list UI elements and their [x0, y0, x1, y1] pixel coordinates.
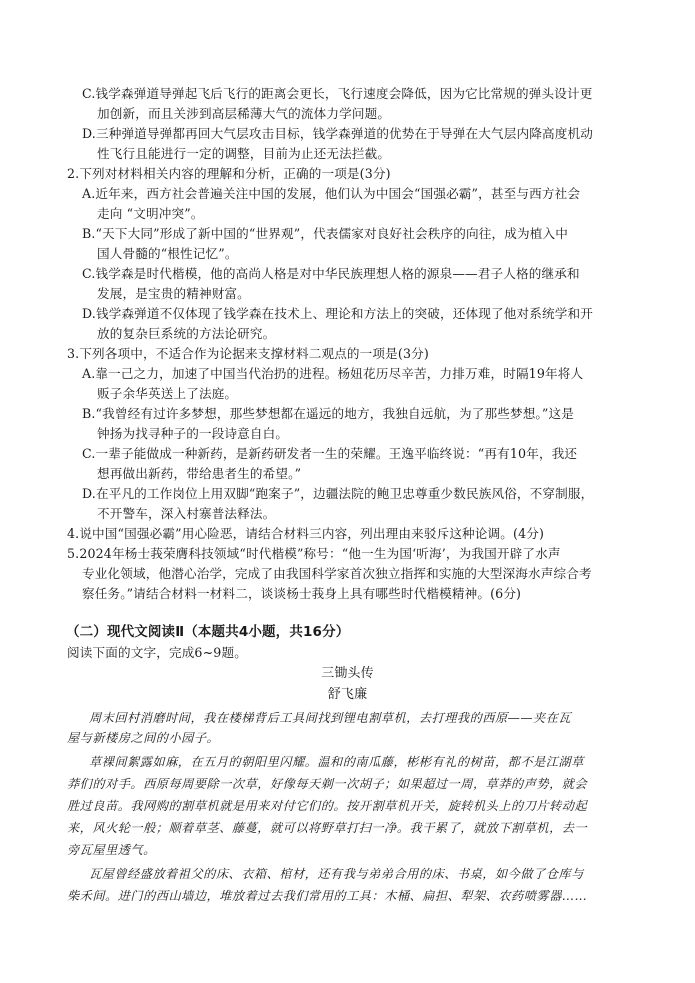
question-2: 2.下列对材料相关内容的理解和分析，正确的一项是(3分): [67, 166, 391, 181]
section-instruction: 阅读下面的文字，完成6~9题。: [67, 645, 247, 660]
option-1c-line1: C.钱学森弹道导弹起飞后飞行的距离会更长，飞行速度会降低，因为它比常规的弹头设计更: [82, 86, 593, 101]
option-1d-line1: D.三种弹道导弹都再回大气层攻击目标，钱学森弹道的优势在于导弹在大气层内降高度机动: [82, 126, 593, 141]
section-title: （二）现代文阅读Ⅱ（本题共4小题，共16分）: [66, 624, 350, 640]
question-3: 3.下列各项中，不适合作为论据来支撑材料二观点的一项是(3分): [67, 346, 429, 361]
article-line: 瓦屋曾经盛放着祖父的床、衣箱、棺材，还有我与弟弟合用的床、书桌，如今做了仓库与: [89, 867, 584, 881]
option-3a-line2: 贩子余华英送上了法庭。: [97, 386, 238, 401]
article-line: 莽们的对手。西原每周要除一次草，好像每天剃一次胡子；如果超过一周，草莽的声势，就会: [67, 777, 588, 791]
option-3d-line2: 不开警车，深入村寨普法释法。: [97, 506, 276, 521]
option-3b-line2: 钟扬为找寻种子的一段诗意自白。: [97, 426, 289, 441]
article-line: 胜过良苗。我网购的割草机就是用来对付它们的。按开割草机开关，旋转机头上的刀片转动起: [67, 799, 588, 813]
option-2d-line1: D.钱学森弹道不仅体现了钱学森在技术上、理论和方法上的突破，还体现了他对系统学和开: [82, 306, 593, 321]
option-1c-line2: 加创新，而且关涉到高层稀薄大气的流体力学问题。: [97, 106, 391, 121]
article-line: 屋与新楼房之间的小园子。: [67, 731, 220, 745]
article-line: 周末回村消磨时间，我在楼梯背后工具间找到锂电割草机，去打理我的西原——夹在瓦: [89, 711, 572, 725]
option-2a-line2: 走向 “文明冲突”。: [97, 206, 204, 221]
option-1d-line2: 性飞行且能进行一定的调整，目前为止还无法拦截。: [97, 146, 391, 161]
question-5-line1: 5.2024年杨士莪荣膺科技领域“时代楷模”称号：“他一生为国‘听海’，为我国开辟了水声: [67, 546, 561, 561]
question-4: 4.说中国“国强必霸”用心险恶，请结合材料三内容，列出理由来驳斥这种论调。(4分): [67, 526, 545, 541]
option-2b-line2: 国人骨髓的“根性记忆”。: [97, 246, 238, 261]
option-2d-line2: 放的复杂巨系统的方法论研究。: [97, 326, 276, 341]
option-3b-line1: B.“我曾经有过许多梦想，那些梦想都在遥远的地方，我独自远航，为了那些梦想。”这是: [82, 406, 574, 421]
option-3a-line1: A.靠一己之力，加速了中国当代治扔的进程。杨妞花历尽辛苦，力排万难，时隔19年将人: [82, 366, 584, 381]
question-5-line2: 专业化领域，他潜心治学，完成了由我国科学家首次独立指挥和实施的大型深海水声综合考: [82, 566, 592, 581]
option-3c-line2: 想再做出新药，带给患者生的希望。”: [97, 466, 302, 481]
option-3c-line1: C.一辈子能做成一种新药，是新药研发者一生的荣耀。王逸平临终说：“再有10年，我还: [82, 446, 578, 461]
option-2c-line1: C.钱学森是时代楷模，他的高尚人格是对中华民族理想人格的源泉——君子人格的继承和: [82, 266, 580, 281]
question-5-line3: 察任务。”请结合材料一材料二，谈谈杨士莪身上具有哪些时代楷模精神。(6分): [82, 586, 522, 601]
article-line: 草裸间絮露如麻，在五月的朝阳里闪耀。温和的南瓜藤，彬彬有礼的树苗，都不是江湖草: [89, 755, 584, 769]
article-line: 旁瓦屋里透气。: [67, 843, 156, 857]
option-2c-line2: 发展，是宝贵的精神财富。: [97, 286, 250, 301]
option-2a-line1: A.近年来，西方社会普遍关注中国的发展，他们认为中国会“国强必霸”，甚至与西方社会: [82, 186, 581, 201]
article-line: 柴禾间。进门的西山墙边，堆放着过去我们常用的工具：木桶、扁担、犁架、农药喷雾器……: [67, 889, 588, 903]
option-3d-line1: D.在平凡的工作岗位上用双脚“跑案子”，边疆法院的鲍卫忠尊重少数民族风俗，不穿制服，: [82, 486, 594, 501]
article-line: 来，风火轮一般；顺着草茎、藤蔓，就可以将野草打扫一净。我干累了，就放下割草机，去一: [67, 821, 588, 835]
article-author: 舒飞廉: [327, 687, 368, 702]
article-title: 三锄头传: [321, 666, 374, 681]
option-2b-line1: B.“天下大同”形成了新中国的“世界观”，代表儒家对良好社会秩序的向往，成为植入中: [82, 226, 568, 241]
